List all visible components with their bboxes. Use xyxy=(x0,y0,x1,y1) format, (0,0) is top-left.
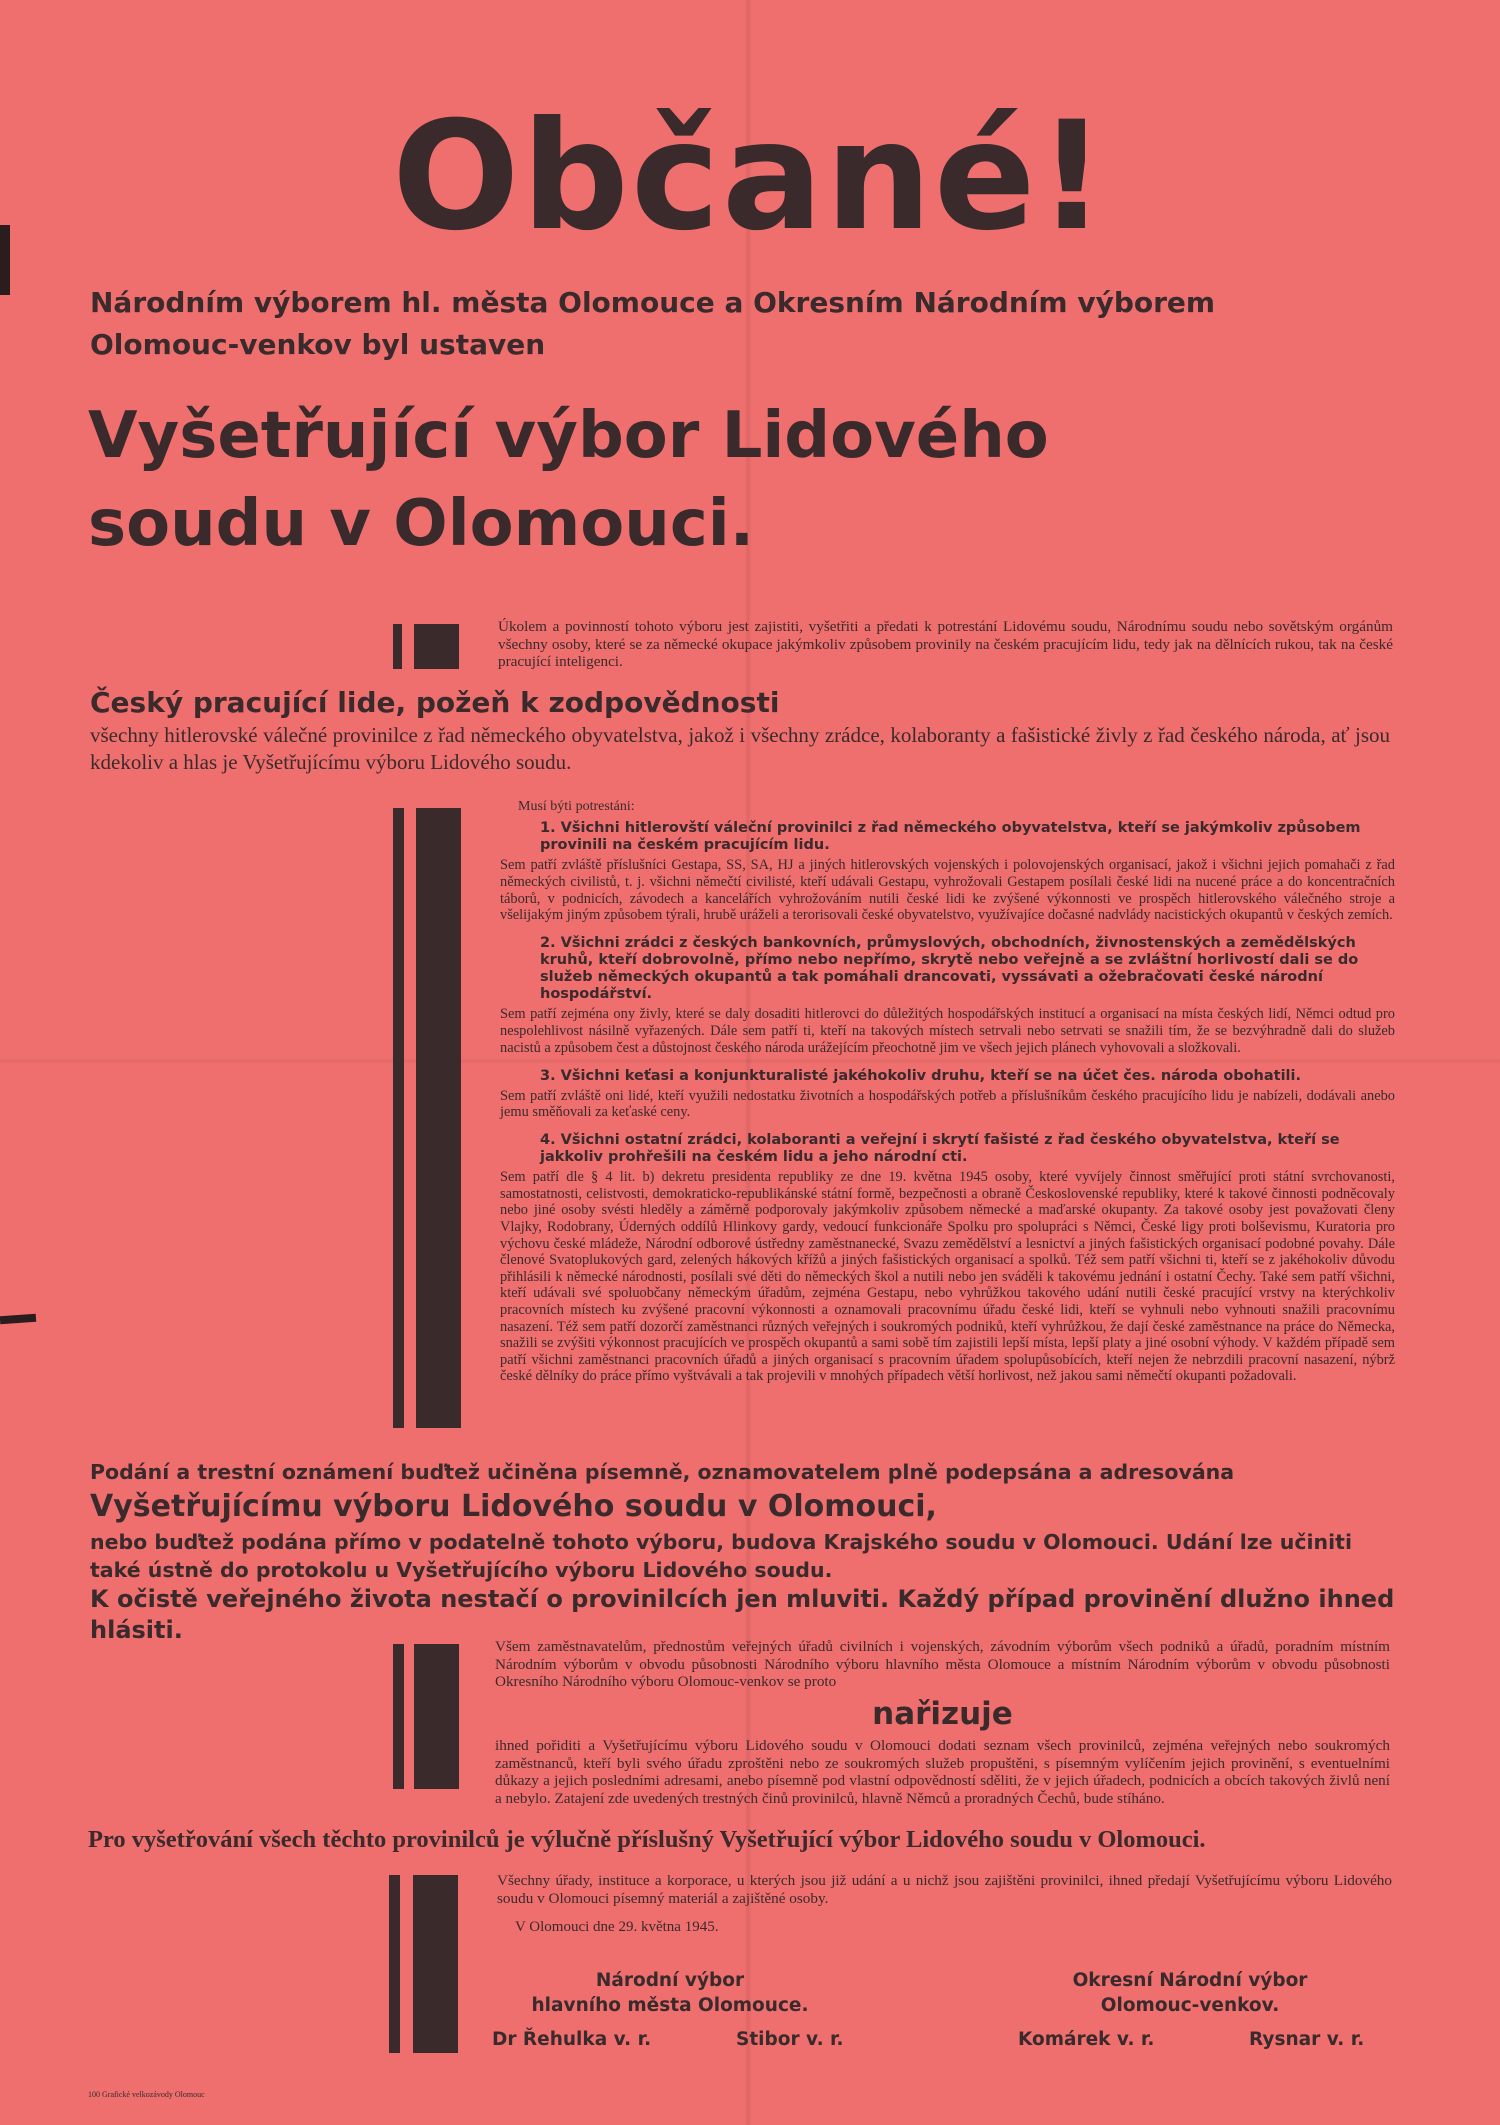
signatory-right-line-2: Olomouc-venkov. xyxy=(1100,1995,1280,2016)
submission-line-1: Podání a trestní oznámení buďtež učiněna písemně, oznamovatelem plně podepsána a adresována xyxy=(90,1460,1235,1484)
category-2-title: 2. Všichni zrádci z českých bankovních, průmyslových, obchodních, živnostenských a zemědělských kruhů, kteří dobrovolně, přímo nebo nepřímo, skrytě nebo veřejně a se zvláštní horlivostí dali se do služeb německých okupantů a tak pomáhali drancovati, vyssávati a ožebračovati české národní hospodářství. xyxy=(540,935,1359,1003)
signatory-left-line-1: Národní výbor xyxy=(595,1970,745,1991)
order-intro: Všem zaměstnavatelům, přednostům veřejných úřadů civilních i vojenských, závodním výborům všech podniků a úřadů, poradním místním Národním výborům v obvodu působnosti Národního výboru hlavního města Olomouce a místním Národním výborům v obvodu působnosti Okresního Národního výboru Olomouc-venkov se proto xyxy=(495,1638,1390,1690)
jurisdiction-line: Pro vyšetřování všech těchto provinilců je výlučně příslušný Vyšetřující výbor Lidového soudu v Olomouci. xyxy=(88,1826,1206,1853)
bar-categories-thin xyxy=(393,808,404,1428)
signature-name-4: Rysnar v. r. xyxy=(1249,2029,1365,2050)
order-word: nařizuje xyxy=(872,1696,1013,1732)
printer-mark: 100 Grafické velkozávody Olomouc xyxy=(88,2090,205,2099)
headline: Občané! xyxy=(392,90,1108,264)
category-3-title: 3. Všichni keťasi a konjunkturalisté jakéhokoliv druhu, kteří se na účet čes. národa obohatili. xyxy=(540,1067,1302,1084)
bar-final-thin xyxy=(389,1875,400,2053)
bar-categories-thick xyxy=(416,808,461,1428)
task-paragraph: Úkolem a povinností tohoto výboru jest zajistiti, vyšetřiti a předati k potrestání Lidovému soudu, Národnímu soudu nebo sovětským orgánům všechny osoby, které se za německé okupace jakýmkoliv způsobem provinily na českém pracujícím lidu, tedy jak na dělnících rukou, tak na české pracující inteligenci. xyxy=(498,618,1393,670)
submission-block xyxy=(90,1458,1400,1646)
category-4-text: Sem patří dle § 4 lit. b) dekretu presidenta republiky ze dne 19. května 1945 osoby, které vyvíjely činnost směřující proti státní svrchovanosti, samostatnosti, celistvosti, demokraticko-republikánské státní formě, bezpečnosti a obraně Československé republiky, které k takové činnosti podněcovaly nebo jiné osoby svésti hleděly a záměrně podporovaly jakýmkoliv způsobem německé a maďarské okupanty. Za takové osoby jest považovati členy Vlajky, Rodobrany, Úderných oddílů Hlinkovy gardy, vedoucí funkcionáře Spolku pro spolupráci s Němci, České ligy proti bolševismu, Kuratoria pro výchovu české mládeže, Národní odborové ústředny zaměstnanecké, Svazu zemědělství a lesnictví a jiných fašistických organisací podobné povahy. Dále členové Svatoplukových gard, zelených hákových křížů a jiných fašistických organisací a spolků. Též sem patří všichni ti, kteří se z jakéhokoliv důvodu přihlásili k německé národnosti, posílali své děti do německých škol a nutili nebo jen sváděli k takovému jednání i ostatní Čechy. Také sem patří všichni, kteří udávali své spoluobčany německým úřadům, zejména Gestapu, nebo vyhrůžkou takového udání nutili české pracující vrstvy na kterýchkoliv pracovních místech ku zvýšené pracovní výkonnosti a oznamovali pracovnímu úřadu české lidi, kteří se vyhnuli nebo vyhnouti snažili pracovnímu nasazení. Též sem patří dozorčí zaměstnanci různých veřejných i soukromých podniků, kteří vyhrůžkou, že dají české zaměstnance na práce do Německa, snažili se zvýšiti výkonnost pracujících ve prospěch okupantů a sami sobě tím zajistili lepší místa, lepší platy a jiné osobní výhody. V každém případě sem patří všichni zaměstnanci pracovních úřadů a jiných organisací s pracovním úřadem spolupůsobících, kteří nejen že nebrzdili pracovní nasazení, nýbrž české dělníky do práce přímo vyštvávali a tak projevili v mnohých případech větší horlivost, než jakou sami němečtí okupanti požadovali. xyxy=(500,1169,1395,1385)
committee-line-2: soudu v Olomouci. xyxy=(88,487,754,561)
must-be-punished-label: Musí býti potrestáni: xyxy=(518,799,635,814)
category-1-title: 1. Všichni hitlerovští váleční provinilci z řad německého obyvatelstva, kteří se jakýmkoliv způsobem provinili na českém pracujícím lidu. xyxy=(540,820,1361,853)
order-text: ihned pořiditi a Vyšetřujícímu výboru Lidového soudu v Olomouci dodati seznam všech provinilců, zejména veřejných nebo soukromých zaměstnanců, kteří byli svého úřadu zproštěni nebo ze soukromých služeb propuštěni, s písemným vylíčením jejich provinění, s eventuelními důkazy a jejich posledními adresami, anebo písemně pod vlastní odpovědností sděliti, že v jejich úřadech, podnicích a obcích takových živlů není a nebylo. Zatajení zde uvedených trestných činů provinilců, hlavně Němců a proradných Čechů, bude stíháno. xyxy=(495,1737,1390,1807)
category-2-text: Sem patří zejména ony živly, které se daly dosaditi hitlerovci do důležitých hospodářských institucí a organisací na místa českých lidí, Němci odtud pro nespolehlivost násilně vyřazených. Dále sem patří ti, kteří na takových místech setrvali nebo setrvati se snažili tím, že se bezvýhradně dali do služeb nacistů a způsobem čest a důstojnost českého národa urážejícím přeochotně jim ve všech jejich plánech vyhovovali a složkovali. xyxy=(500,1006,1395,1056)
signatory-left-body xyxy=(480,1968,860,2018)
category-3-text: Sem patří zvláště oni lidé, kteří využili nedostatku životních a hospodářských potřeb a příslušníkům českého pracujícího lidu je nabízeli, dodávali anebo jemu směňovali za keťaské ceny. xyxy=(500,1087,1395,1121)
appeal-title: Český pracující lide, požeň k zodpovědnosti xyxy=(90,686,780,719)
signatory-right-line-1: Okresní Národní výbor xyxy=(1072,1970,1308,1991)
bar-final-thick xyxy=(413,1875,458,2053)
category-1-text: Sem patří zvláště příslušníci Gestapa, SS, SA, HJ a jiných hitlerovských vojenských i polovojenských organisací, jakož i všichni jejich pomahači z řad německých civilistů, t. j. všichni němečtí civilisté, kteří udávali Gestapu, vyhrožovali Gestapem posílali české lidi na nucené práce a do koncentračních táborů, v podnicích, závodech a kancelářích vyhrožováním nutili české lidi ke zvýšené výkonnosti ve prospěch hitlerovského válečného stroje a všelijakým jiným způsobem týrali, hrubě uráželi a terorisovali české obyvatelstvo, využívajíce dočasné nadvlády nacistických okupantů v českých zemích. xyxy=(500,857,1395,924)
signature-name-3: Komárek v. r. xyxy=(1018,2029,1155,2050)
signatory-left-line-2: hlavního města Olomouce. xyxy=(531,1995,809,2016)
signatory-right-body xyxy=(1010,1968,1370,2018)
bar-order-thin xyxy=(393,1644,404,1789)
bar-task-thin xyxy=(393,624,402,669)
category-1 xyxy=(500,820,1395,924)
bar-task-thick xyxy=(414,624,459,669)
category-4 xyxy=(500,1132,1395,1385)
submission-line-3: nebo buďtež podána přímo v podatelně tohoto výboru, budova Krajského soudu v Olomouci. Udání lze učiniti také ústně do protokolu u Vyšetřujícího výboru Lidového soudu. xyxy=(90,1530,1352,1582)
intro-line-1: Národním výborem hl. města Olomouce a Okresním Národním výborem xyxy=(90,286,1216,319)
appeal-text: všechny hitlerovské válečné provinilce z řad německého obyvatelstva, jakož i všechny zrádce, kolaboranty a fašistické živly z řad českého národa, ať jsou kdekoliv a hlas je Vyšetřujícímu výboru Lidového soudu. xyxy=(90,723,1390,774)
submission-addressee: Vyšetřujícímu výboru Lidového soudu v Olomouci, xyxy=(90,1489,937,1524)
committee-title xyxy=(88,392,1428,568)
intro-line-2: Olomouc-venkov byl ustaven xyxy=(90,328,546,361)
category-4-title: 4. Všichni ostatní zrádci, kolaboranti a veřejní i skrytí fašisté z řad českého obyvatelstva, kteří se jakkoliv prohřešili na českém lidu a jeho národní cti. xyxy=(540,1132,1340,1166)
submission-line-4: K očistě veřejného života nestačí o provinilcích jen mluviti. Každý případ provinění dlužno ihned hlásiti. xyxy=(90,1585,1395,1644)
bar-order-thick xyxy=(414,1644,459,1789)
handover-text: Všechny úřady, instituce a korporace, u kterých jsou již udání a u nichž jsou zajištěni provinilci, ihned předají Vyšetřujícímu výboru Lidového soudu v Olomouci písemný materiál a zajištěné osoby. xyxy=(497,1872,1392,1907)
signature-name-2: Stibor v. r. xyxy=(736,2029,844,2050)
signature-name-1: Dr Řehulka v. r. xyxy=(492,2029,652,2050)
category-2 xyxy=(500,935,1395,1056)
intro-text xyxy=(90,282,1390,366)
date-line: V Olomouci dne 29. května 1945. xyxy=(515,1919,719,1935)
categories-list xyxy=(500,820,1395,1385)
committee-line-1: Vyšetřující výbor Lidového xyxy=(88,399,1049,473)
category-3 xyxy=(500,1068,1395,1122)
